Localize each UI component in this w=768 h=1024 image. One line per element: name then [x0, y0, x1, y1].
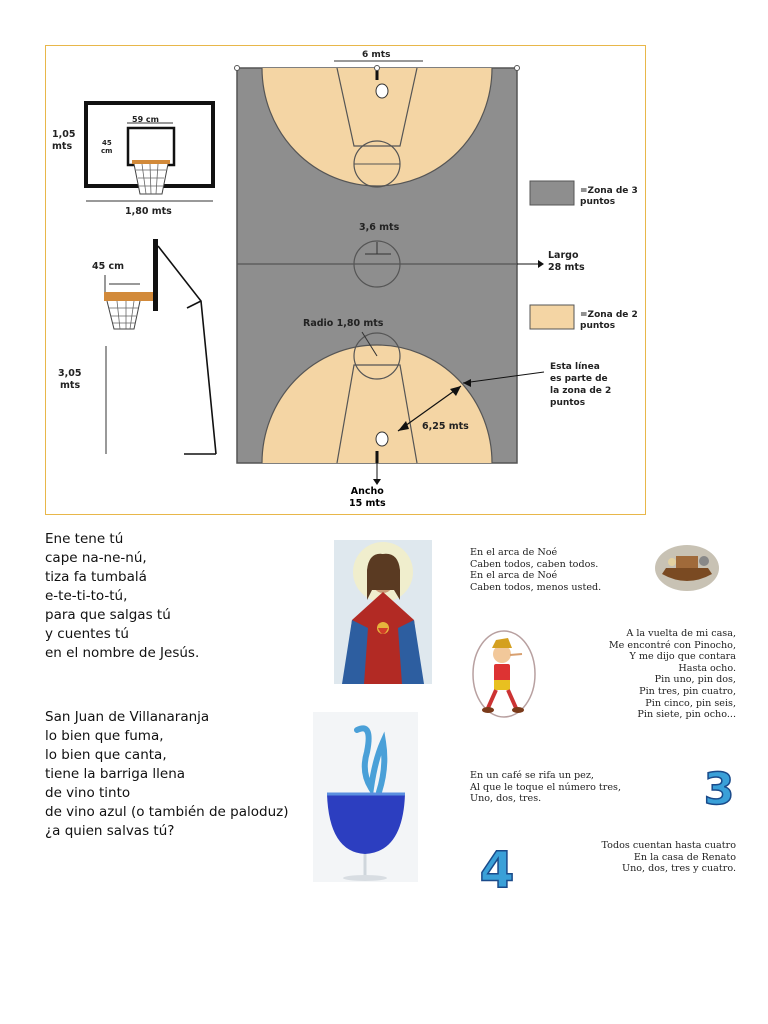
poem-ene-tene: Ene tene tú cape na-ne-nú, tiza fa tumbalá e-te-ti-to-tú, para que salgas tú y cuentes tú en el nombre de Jesús.	[45, 531, 200, 661]
basketball-court-diagram	[45, 45, 646, 515]
rhyme-pinocho: A la vuelta de mi casa, Me encontré con Pinocho, Y me dijo que contara Hasta ocho. Pin uno, pin dos, Pin tres, pin cuatro, Pin cinco, pin seis, Pin siete, pin ocho...	[608, 628, 736, 721]
wine-glass-image	[313, 712, 418, 882]
pinocchio-image	[472, 630, 536, 718]
legend-2pt-swatch	[530, 305, 574, 329]
legend-3pt-swatch	[530, 181, 574, 205]
backboard-side	[153, 239, 158, 311]
hoop-height-label: 3,05 mts	[58, 368, 82, 391]
rhyme-renato: Todos cuentan hasta cuatro En la casa de Renato Uno, dos, tres y cuatro.	[601, 840, 736, 875]
board-inner-label: 45 cm	[101, 139, 113, 155]
board-width-cm-label: 59 cm	[132, 115, 159, 124]
legend-2pt-label: =Zona de 2 puntos	[580, 310, 638, 331]
court-svg	[46, 46, 647, 516]
rim-side	[104, 292, 153, 301]
three-pt-radius-label: 6,25 mts	[422, 421, 469, 432]
number-three-image: 3	[703, 764, 735, 815]
rhyme-arca-noe: En el arca de Noé Caben todos, caben todos. En el arca de Noé Caben todos, menos usted.	[470, 547, 602, 593]
top-width-label: 6 mts	[362, 50, 391, 60]
board-height-label: 1,05 mts	[52, 129, 76, 152]
legend-3pt-label: =Zona de 3 puntos	[580, 186, 638, 207]
center-circle-label: 3,6 mts	[359, 222, 400, 233]
sacred-heart-image	[334, 540, 432, 684]
number-four-image: 4	[479, 841, 515, 899]
length-label: Largo 28 mts	[548, 250, 585, 273]
hoop-offset-label: 45 cm	[92, 261, 125, 272]
radius-label: Radio 1,80 mts	[303, 318, 384, 329]
rhyme-cafe: En un café se rifa un pez, Al que le toque el número tres, Uno, dos, tres.	[470, 770, 621, 805]
court-width-label: Ancho 15 mts	[349, 486, 386, 509]
poem-san-juan: San Juan de Villanaranja lo bien que fuma, lo bien que canta, tiene la barriga llena de vino tinto de vino azul (o también de paloduz) ¿a quien salvas tú?	[45, 709, 289, 839]
board-width-label: 1,80 mts	[125, 206, 172, 217]
arc-note-label: Esta línea es parte de la zona de 2 puntos	[550, 362, 612, 408]
noah-ark-image	[654, 544, 720, 592]
